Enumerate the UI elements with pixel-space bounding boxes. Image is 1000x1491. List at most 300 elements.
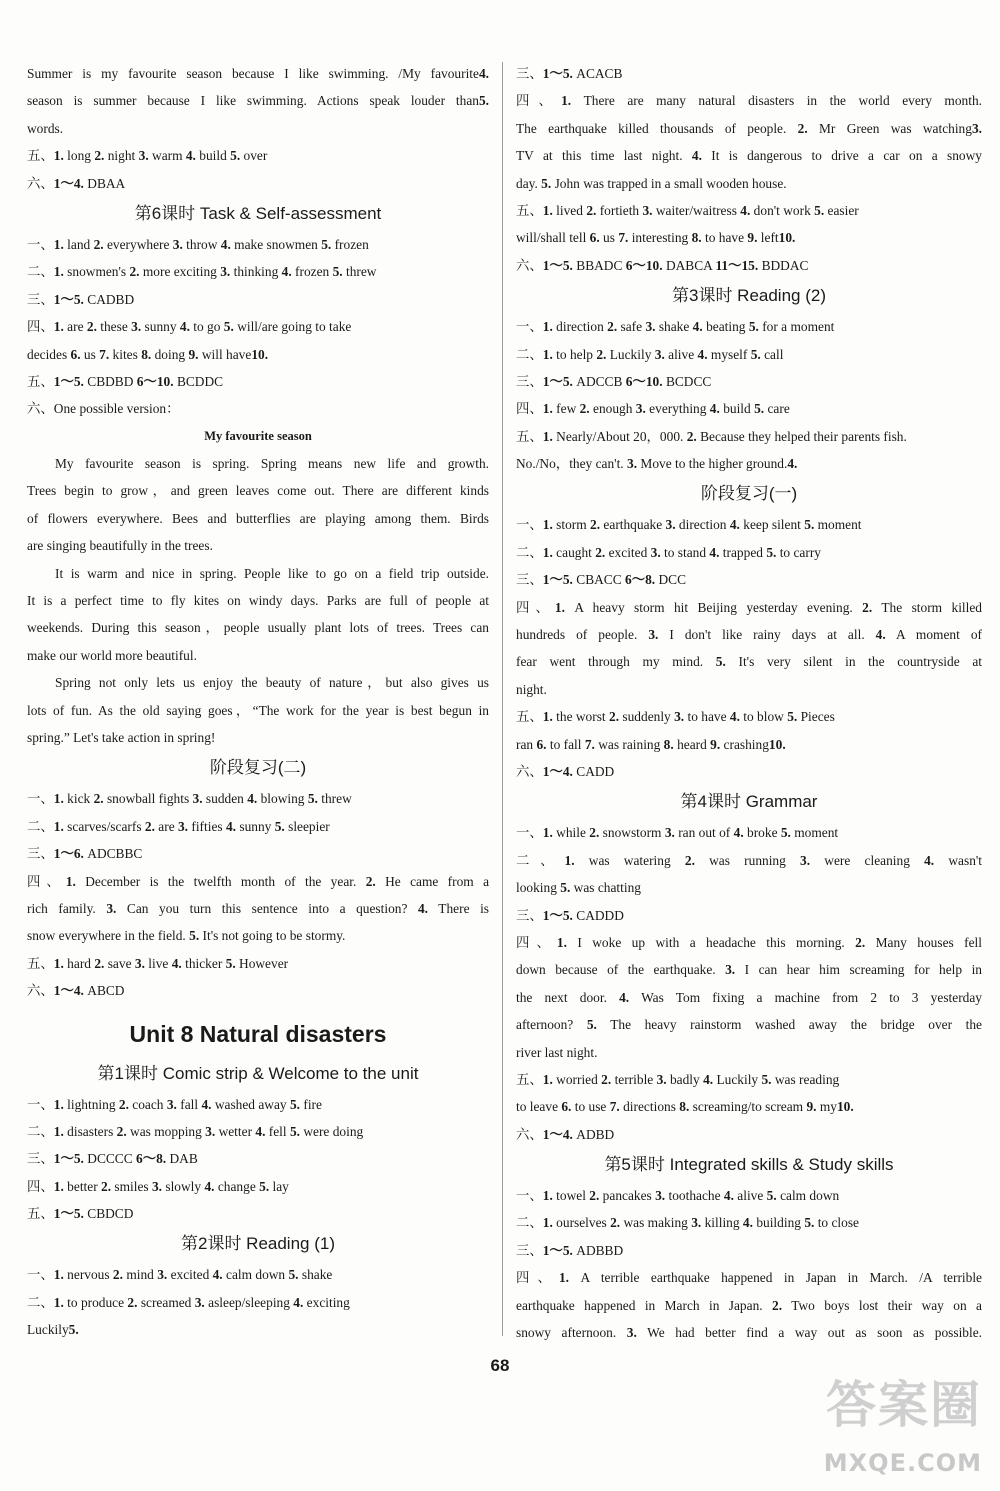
answer-text: 四、 xyxy=(27,873,66,889)
answer-text: 三、 xyxy=(27,1151,54,1167)
answer-text: alive xyxy=(733,1188,767,1204)
item-number: 5. xyxy=(541,175,552,191)
item-number: 6. xyxy=(589,230,600,246)
answer-text: while xyxy=(552,825,590,841)
item-number: 1～5. xyxy=(53,373,84,389)
item-number: 7. xyxy=(609,1099,620,1115)
answer-text: to have xyxy=(701,230,748,246)
item-number: 4. xyxy=(709,544,720,560)
item-number: 4. xyxy=(787,456,798,472)
answer-line xyxy=(27,258,489,285)
answer-line xyxy=(27,1200,489,1227)
answer-text: scarves/scarfs xyxy=(63,818,145,834)
answer-text: easier xyxy=(824,202,859,218)
answer-text: enough xyxy=(589,401,636,417)
answer-text: was mopping xyxy=(126,1123,206,1139)
answer-line xyxy=(27,614,489,641)
answer-text: down because of the earthquake. xyxy=(516,962,726,978)
item-number: 1～4. xyxy=(53,983,84,999)
item-number: 1. xyxy=(53,1123,64,1139)
answer-text: snowmen's xyxy=(63,264,130,280)
item-number: 1～5. xyxy=(53,1151,84,1167)
item-number: 3. xyxy=(172,236,183,252)
answer-line xyxy=(27,1145,489,1172)
answer-text: was chatting xyxy=(570,880,641,896)
answer-text: 五、 xyxy=(516,202,543,218)
answer-text: 三、 xyxy=(516,572,543,588)
answer-text: It is a perfect time to fly kites on windy days. Parks are full of people at xyxy=(27,593,489,609)
answer-line xyxy=(516,1209,982,1236)
answer-text: was reading xyxy=(771,1071,840,1087)
item-number: 5. xyxy=(560,880,571,896)
answer-text: ADCCB xyxy=(572,373,626,389)
item-number: 5. xyxy=(307,791,318,807)
answer-text: 三、 xyxy=(516,907,543,923)
answer-text: live xyxy=(144,955,172,971)
item-number: 4. xyxy=(201,1096,212,1112)
item-number: 4. xyxy=(619,989,630,1005)
answer-text: 二、 xyxy=(27,264,54,280)
answer-line xyxy=(27,115,489,142)
section-heading: 第6课时 Task & Self-assessment xyxy=(134,203,382,223)
answer-text: directions xyxy=(619,1099,680,1115)
item-number: 2. xyxy=(116,1123,127,1139)
answer-text: 二、 xyxy=(516,544,543,560)
item-number: 5. xyxy=(748,319,759,335)
item-number: 3. xyxy=(106,900,117,916)
item-number: 5. xyxy=(289,1096,301,1112)
item-number: 1. xyxy=(542,202,553,218)
answer-text: interesting xyxy=(628,230,692,246)
item-number: 4. xyxy=(697,346,708,362)
answer-line xyxy=(27,87,489,114)
item-number: 9. xyxy=(747,230,758,246)
item-number: 10. xyxy=(836,1099,854,1115)
column-divider xyxy=(502,62,503,1336)
item-number: 2. xyxy=(862,599,873,615)
item-number: 8. xyxy=(663,736,674,752)
answer-text: 三、 xyxy=(516,373,543,389)
answer-text: these xyxy=(96,319,132,335)
answer-text: blowing xyxy=(257,791,308,807)
item-number: 5. xyxy=(804,517,815,533)
answer-text: night. xyxy=(516,681,547,697)
answer-text: 四、 xyxy=(516,934,557,950)
item-number: 1～5. xyxy=(542,1242,573,1258)
answer-line xyxy=(27,977,489,1004)
item-number: 4. xyxy=(729,709,740,725)
answer-text: DBAA xyxy=(83,175,126,191)
answer-text: 一、 xyxy=(27,1096,54,1112)
answer-text: frozen xyxy=(331,236,369,252)
answer-line xyxy=(516,731,982,758)
item-number: 4. xyxy=(875,627,886,643)
item-number: 2. xyxy=(94,148,105,164)
answer-text: left xyxy=(757,230,779,246)
unit-title: Unit 8 Natural disasters xyxy=(129,1020,387,1047)
answer-text: December is the twelfth month of the year. xyxy=(75,873,366,889)
item-number: 2. xyxy=(129,264,140,280)
answer-line xyxy=(516,170,982,197)
section-heading: 第5课时 Integrated skills & Study skills xyxy=(604,1155,894,1175)
item-number: 4. xyxy=(709,401,720,417)
answer-text: us xyxy=(599,230,619,246)
item-number: 1. xyxy=(53,148,64,164)
item-number: 5. xyxy=(586,1017,597,1033)
item-number: 5. xyxy=(274,818,285,834)
item-number: 3. xyxy=(800,852,811,868)
answer-line xyxy=(516,1264,982,1291)
item-number: 1. xyxy=(53,319,64,335)
answer-line xyxy=(516,648,982,675)
item-number: 5. xyxy=(321,236,332,252)
answer-text: I can hear him screaming for help in xyxy=(735,962,982,978)
answer-text: my xyxy=(816,1099,837,1115)
item-number: 2. xyxy=(607,319,618,335)
answer-text: 六、 xyxy=(516,1126,543,1142)
answer-text: earthquake happened in March in Japan. xyxy=(516,1297,773,1313)
item-number: 3. xyxy=(131,319,142,335)
answer-text: hard xyxy=(63,955,95,971)
item-number: 1. xyxy=(564,852,575,868)
answer-text: 五、 xyxy=(27,148,54,164)
answer-text: 二、 xyxy=(27,1123,54,1139)
answer-text: day. xyxy=(516,175,542,191)
item-number: 3. xyxy=(642,202,653,218)
item-number: 3. xyxy=(192,791,203,807)
answer-text: throw xyxy=(182,236,221,252)
answer-line xyxy=(27,231,489,258)
answer-text: mind xyxy=(122,1267,158,1283)
item-number: 4. xyxy=(281,264,292,280)
item-number: 7. xyxy=(99,346,110,362)
answer-line xyxy=(516,450,982,477)
answer-text: 三、 xyxy=(27,846,54,862)
answer-text: coach xyxy=(128,1096,167,1112)
item-number: 1. xyxy=(53,236,64,252)
answer-text: words. xyxy=(27,120,64,136)
answer-text: DAB xyxy=(166,1151,198,1167)
item-number: 1. xyxy=(542,319,553,335)
answer-text: John was trapped in a small wooden house. xyxy=(551,175,787,191)
answer-text: land xyxy=(63,236,94,252)
answer-text: killing xyxy=(701,1215,743,1231)
answer-text: threw xyxy=(342,264,377,280)
item-number: 6. xyxy=(561,1099,572,1115)
item-number: 1～5. xyxy=(542,572,573,588)
answer-text: Move to the higher ground. xyxy=(637,456,788,472)
answer-text: 一、 xyxy=(516,319,543,335)
answer-line xyxy=(516,1237,982,1264)
item-number: 5. xyxy=(787,709,798,725)
answer-text: 一、 xyxy=(516,1188,543,1204)
page-number: 68 xyxy=(490,1356,510,1375)
answer-text: There is xyxy=(428,900,489,916)
answer-text: CADBD xyxy=(83,291,135,307)
item-number: 1～5. xyxy=(542,257,573,273)
item-number: 1～5. xyxy=(53,291,84,307)
answer-text: disasters xyxy=(63,1123,117,1139)
item-number: 3. xyxy=(166,1096,177,1112)
answer-line xyxy=(27,286,489,313)
answer-text: were doing xyxy=(300,1123,364,1139)
answer-text: 二、 xyxy=(516,852,565,868)
item-number: 6～8. xyxy=(625,572,656,588)
answer-text: 六、 xyxy=(516,257,543,273)
item-number: 3. xyxy=(205,1123,216,1139)
answer-text: 一、 xyxy=(27,236,54,252)
item-number: 4. xyxy=(179,319,190,335)
item-number: 1. xyxy=(554,599,565,615)
answer-text: calm down xyxy=(222,1267,289,1283)
answer-text: CBDBD xyxy=(83,373,137,389)
item-number: 5. xyxy=(478,93,489,109)
section-heading: 第2课时 Reading (1) xyxy=(180,1234,335,1254)
answer-text: Was Tom fixing a machine from 2 to 3 yesterday xyxy=(629,989,982,1005)
item-number: 4. xyxy=(212,1267,223,1283)
answer-line xyxy=(516,1011,982,1038)
item-number: 1. xyxy=(53,1096,64,1112)
item-number: 3. xyxy=(665,517,676,533)
item-number: 3. xyxy=(157,1267,168,1283)
answer-text: to carry xyxy=(776,544,821,560)
item-number: 4. xyxy=(740,202,751,218)
answer-line xyxy=(516,1182,982,1209)
answer-line xyxy=(516,1319,982,1346)
answer-text: It is dangerous to drive a car on a snowy xyxy=(701,148,982,164)
answer-line xyxy=(27,532,489,559)
item-number: 4. xyxy=(733,825,744,841)
answer-text: waiter/waitress xyxy=(652,202,741,218)
item-number: 5. xyxy=(766,1188,777,1204)
answer-text: 一、 xyxy=(27,1267,54,1283)
answer-line xyxy=(516,313,982,340)
answer-text: 五、 xyxy=(27,373,54,389)
answer-text: make snowmen xyxy=(230,236,322,252)
answer-line xyxy=(516,758,982,785)
answer-line xyxy=(27,170,489,197)
answer-text: A moment of xyxy=(885,627,982,643)
answer-text: ABCD xyxy=(83,983,125,999)
answer-text: BBADC xyxy=(572,257,626,273)
answer-line xyxy=(516,566,982,593)
answer-text: 四、 xyxy=(516,93,562,109)
answer-text: fear went through my mind. xyxy=(516,654,716,670)
answer-line xyxy=(27,922,489,949)
item-number: 4. xyxy=(729,517,740,533)
answer-text: looking xyxy=(516,880,561,896)
answer-text: rich family. xyxy=(27,900,107,916)
item-number: 3. xyxy=(151,1178,163,1194)
item-number: 4. xyxy=(703,1071,714,1087)
answer-line xyxy=(27,587,489,614)
item-number: 1. xyxy=(542,428,553,444)
answer-text: sunny xyxy=(236,818,275,834)
item-number: 1. xyxy=(542,709,553,725)
item-number: 2. xyxy=(609,709,620,725)
answer-line xyxy=(516,87,982,114)
answer-line xyxy=(27,868,489,895)
item-number: 2. xyxy=(586,202,597,218)
answer-text: 二、 xyxy=(516,1215,543,1231)
item-number: 1～6. xyxy=(53,846,84,862)
answer-text: 六、 xyxy=(27,175,54,191)
item-number: 2. xyxy=(101,1178,112,1194)
answer-line xyxy=(516,60,982,87)
answer-line xyxy=(516,1292,982,1319)
answer-text: 四、 xyxy=(27,319,54,335)
answer-text: moment xyxy=(790,825,839,841)
item-number: 5. xyxy=(189,928,200,944)
answer-text: 一、 xyxy=(516,825,543,841)
answer-line xyxy=(27,477,489,504)
answer-line xyxy=(516,539,982,566)
answer-line xyxy=(516,956,982,983)
answer-text: 二、 xyxy=(516,346,543,362)
item-number: 2. xyxy=(855,934,866,950)
answer-text: DCC xyxy=(655,572,687,588)
answer-text: ran xyxy=(516,736,537,752)
answer-text: asleep/sleeping xyxy=(204,1294,294,1310)
item-number: 3. xyxy=(654,346,665,362)
answer-text: weekends. During this season，people usually plant lots of trees. Trees can xyxy=(27,620,489,636)
item-number: 4. xyxy=(692,319,703,335)
answer-text: to close xyxy=(814,1215,859,1231)
answer-text: of flowers everywhere. Bees and butterflies are playing among them. Birds xyxy=(27,510,489,526)
answer-text: The storm killed xyxy=(872,599,982,615)
item-number: 1. xyxy=(53,1267,64,1283)
answer-text: 五、 xyxy=(27,955,54,971)
answer-text: us xyxy=(80,346,100,362)
item-number: 4. xyxy=(723,1188,734,1204)
answer-text: earthquake xyxy=(600,517,666,533)
answer-line xyxy=(27,60,489,87)
answer-text: The heavy rainstorm washed away the bridge over the xyxy=(596,1017,982,1033)
item-number: 3. xyxy=(635,401,646,417)
watermark-url: MXQE.COM xyxy=(823,1449,982,1477)
answer-line xyxy=(27,697,489,724)
item-number: 3. xyxy=(626,1325,637,1341)
answer-line xyxy=(27,785,489,812)
answer-text: kites xyxy=(109,346,142,362)
item-number: 2. xyxy=(684,852,695,868)
item-number: 1～4. xyxy=(542,1126,573,1142)
answer-text: were cleaning xyxy=(810,852,925,868)
answer-text: safe xyxy=(617,319,646,335)
answer-line xyxy=(27,368,489,395)
answer-line xyxy=(516,621,982,648)
item-number: 2. xyxy=(94,955,105,971)
item-number: 1. xyxy=(558,1270,570,1286)
answer-text: However xyxy=(235,955,289,971)
answer-text: wasn't xyxy=(934,852,982,868)
answer-text: to go xyxy=(189,319,224,335)
answer-text: few xyxy=(552,401,580,417)
answer-line xyxy=(27,1091,489,1118)
answer-text: frozen xyxy=(291,264,333,280)
answer-text: trapped xyxy=(719,544,767,560)
answer-text: fell xyxy=(265,1123,290,1139)
answer-text: storm xyxy=(552,517,591,533)
answer-text: badly xyxy=(666,1071,704,1087)
essay-title: My favourite season xyxy=(204,428,312,443)
answer-text: Luckily xyxy=(606,346,655,362)
section-heading: 阶段复习(二) xyxy=(209,758,307,778)
answer-text: towel xyxy=(552,1188,590,1204)
answer-text: Summer is my favourite season because I like swimming. /My favourite xyxy=(27,66,479,81)
answer-text: thicker xyxy=(181,955,226,971)
item-number: 2. xyxy=(589,825,600,841)
item-number: 1. xyxy=(542,517,553,533)
item-number: 10. xyxy=(251,346,269,362)
answer-text: BCDDC xyxy=(173,373,224,389)
answer-line xyxy=(516,847,982,874)
answer-text: It is warm and nice in spring. People like to go on a field trip outside. xyxy=(55,565,489,581)
item-number: 8. xyxy=(141,346,152,362)
answer-text: 三、 xyxy=(27,291,54,307)
answer-line xyxy=(516,1093,982,1120)
item-number: 1. xyxy=(53,955,64,971)
item-number: 1～5. xyxy=(542,373,573,389)
item-number: 1. xyxy=(53,264,64,280)
item-number: 2. xyxy=(365,873,376,889)
answer-text: build xyxy=(195,148,231,164)
answer-text: ran out of xyxy=(674,825,734,841)
answer-text: doing xyxy=(151,346,189,362)
item-number: 2. xyxy=(595,544,606,560)
answer-text: lightning xyxy=(63,1096,119,1112)
item-number: 4. xyxy=(417,900,429,916)
answer-line xyxy=(27,142,489,169)
answer-text: Many houses fell xyxy=(865,934,982,950)
answer-text: keep silent xyxy=(739,517,805,533)
item-number: 6. xyxy=(536,736,547,752)
answer-text: was watering xyxy=(574,852,685,868)
item-number: 5. xyxy=(332,264,343,280)
item-number: 2. xyxy=(86,319,97,335)
answer-line xyxy=(516,252,982,279)
answer-text: night xyxy=(104,148,139,164)
answer-line xyxy=(27,450,489,477)
item-number: 4. xyxy=(247,791,258,807)
answer-text: are singing beautifully in the trees. xyxy=(27,538,213,554)
answer-line xyxy=(27,895,489,922)
answer-text: snow everywhere in the field. xyxy=(27,928,190,944)
answer-text: crashing xyxy=(720,736,769,752)
item-number: 1. xyxy=(542,544,553,560)
answer-line xyxy=(516,423,982,450)
item-number: 11～15. xyxy=(715,257,759,273)
answer-text: We had better find a way out as soon as possible. xyxy=(636,1325,982,1341)
answer-text: toothache xyxy=(665,1188,724,1204)
answer-line xyxy=(516,1121,982,1148)
item-number: 1. xyxy=(556,934,567,950)
answer-text: direction xyxy=(675,517,730,533)
answer-text: He came from a xyxy=(375,873,489,889)
answer-text: care xyxy=(764,401,790,417)
answer-text: warm xyxy=(148,148,186,164)
answer-text: Can you turn this sentence into a question? xyxy=(116,900,418,916)
item-number: 5. xyxy=(715,654,726,670)
item-number: 5. xyxy=(754,401,765,417)
answer-text: to help xyxy=(552,346,597,362)
item-number: 1. xyxy=(53,1178,64,1194)
answer-text: to blow xyxy=(739,709,788,725)
answer-line xyxy=(27,341,489,368)
answer-text: DCCCC xyxy=(83,1151,137,1167)
answer-text: 一、 xyxy=(516,517,543,533)
answer-text: 五、 xyxy=(27,1206,54,1222)
